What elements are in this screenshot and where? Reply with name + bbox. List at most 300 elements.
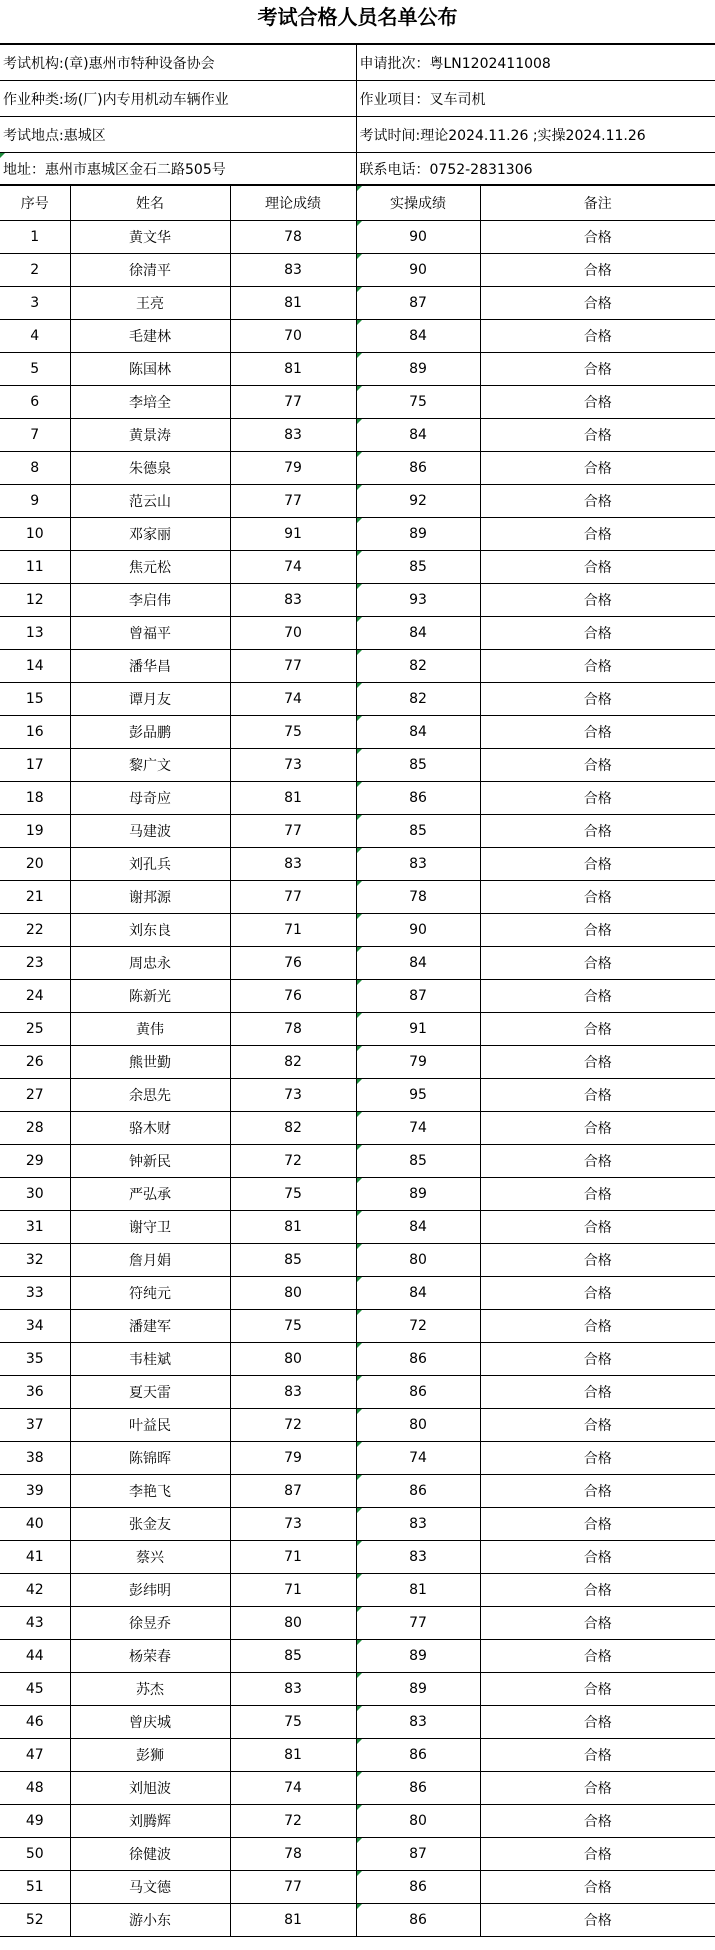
cell-no: 18	[0, 782, 70, 815]
cell-remark: 合格	[480, 1442, 715, 1475]
cell-practice: 86	[356, 1475, 480, 1508]
cell-no: 21	[0, 881, 70, 914]
cell-theory: 74	[230, 1772, 356, 1805]
info-batch: 申请批次：粤LN1202411008	[356, 45, 715, 81]
cell-no: 31	[0, 1211, 70, 1244]
cell-practice: 86	[356, 1871, 480, 1904]
cell-no: 38	[0, 1442, 70, 1475]
table-row	[0, 518, 715, 551]
cell-name: 谢守卫	[70, 1211, 230, 1244]
cell-remark: 合格	[480, 1310, 715, 1343]
cell-name: 苏杰	[70, 1673, 230, 1706]
table-row	[0, 1673, 715, 1706]
cell-theory: 70	[230, 617, 356, 650]
table-row	[0, 1343, 715, 1376]
info-table	[0, 44, 715, 185]
cell-practice: 89	[356, 1673, 480, 1706]
cell-practice: 90	[356, 914, 480, 947]
cell-no: 51	[0, 1871, 70, 1904]
cell-no: 25	[0, 1013, 70, 1046]
cell-theory: 83	[230, 848, 356, 881]
cell-remark: 合格	[480, 881, 715, 914]
cell-no: 29	[0, 1145, 70, 1178]
table-row	[0, 1112, 715, 1145]
table-row	[0, 584, 715, 617]
table-row	[0, 1739, 715, 1772]
table-row	[0, 716, 715, 749]
cell-practice: 90	[356, 254, 480, 287]
cell-remark: 合格	[480, 1409, 715, 1442]
cell-practice: 85	[356, 551, 480, 584]
cell-practice: 78	[356, 881, 480, 914]
cell-no: 19	[0, 815, 70, 848]
cell-name: 刘腾辉	[70, 1805, 230, 1838]
cell-name: 谢邦源	[70, 881, 230, 914]
cell-remark: 合格	[480, 1013, 715, 1046]
cell-practice: 80	[356, 1244, 480, 1277]
table-row	[0, 617, 715, 650]
cell-name: 邓家丽	[70, 518, 230, 551]
table-row	[0, 1376, 715, 1409]
cell-name: 彭狮	[70, 1739, 230, 1772]
cell-remark: 合格	[480, 320, 715, 353]
cell-theory: 80	[230, 1343, 356, 1376]
table-row	[0, 1046, 715, 1079]
cell-no: 10	[0, 518, 70, 551]
cell-theory: 72	[230, 1145, 356, 1178]
cell-remark: 合格	[480, 749, 715, 782]
cell-practice: 86	[356, 1739, 480, 1772]
cell-theory: 91	[230, 518, 356, 551]
info-address: 地址：惠州市惠城区金石二路505号	[0, 153, 356, 185]
cell-name: 叶益民	[70, 1409, 230, 1442]
cell-name: 刘东良	[70, 914, 230, 947]
cell-theory: 83	[230, 1376, 356, 1409]
cell-name: 李启伟	[70, 584, 230, 617]
cell-practice: 72	[356, 1310, 480, 1343]
table-row	[0, 980, 715, 1013]
cell-practice: 85	[356, 1145, 480, 1178]
cell-no: 45	[0, 1673, 70, 1706]
cell-remark: 合格	[480, 584, 715, 617]
cell-theory: 78	[230, 1838, 356, 1871]
cell-no: 30	[0, 1178, 70, 1211]
cell-name: 彭品鹏	[70, 716, 230, 749]
cell-remark: 合格	[480, 1838, 715, 1871]
cell-practice: 89	[356, 518, 480, 551]
cell-theory: 81	[230, 782, 356, 815]
cell-name: 詹月娟	[70, 1244, 230, 1277]
cell-no: 20	[0, 848, 70, 881]
cell-remark: 合格	[480, 1574, 715, 1607]
info-org: 考试机构:(章)惠州市特种设备协会	[0, 45, 356, 81]
cell-name: 黎广文	[70, 749, 230, 782]
cell-remark: 合格	[480, 1475, 715, 1508]
cell-practice: 86	[356, 452, 480, 485]
header-name: 姓名	[70, 186, 230, 221]
cell-name: 游小东	[70, 1904, 230, 1937]
cell-practice: 83	[356, 1706, 480, 1739]
cell-practice: 87	[356, 287, 480, 320]
cell-name: 李艳飞	[70, 1475, 230, 1508]
table-row	[0, 1805, 715, 1838]
cell-practice: 82	[356, 683, 480, 716]
cell-no: 43	[0, 1607, 70, 1640]
cell-remark: 合格	[480, 1079, 715, 1112]
cell-theory: 79	[230, 1442, 356, 1475]
cell-practice: 86	[356, 1343, 480, 1376]
cell-theory: 83	[230, 1673, 356, 1706]
cell-practice: 91	[356, 1013, 480, 1046]
table-row	[0, 1277, 715, 1310]
cell-remark: 合格	[480, 1508, 715, 1541]
cell-practice: 89	[356, 353, 480, 386]
cell-remark: 合格	[480, 1871, 715, 1904]
cell-no: 12	[0, 584, 70, 617]
cell-name: 陈锦晖	[70, 1442, 230, 1475]
cell-theory: 77	[230, 1871, 356, 1904]
table-row	[0, 1442, 715, 1475]
table-row	[0, 1508, 715, 1541]
cell-remark: 合格	[480, 650, 715, 683]
cell-name: 潘建军	[70, 1310, 230, 1343]
cell-theory: 77	[230, 650, 356, 683]
header-theory: 理论成绩	[230, 186, 356, 221]
cell-theory: 71	[230, 1541, 356, 1574]
cell-remark: 合格	[480, 1178, 715, 1211]
cell-name: 曾福平	[70, 617, 230, 650]
cell-no: 40	[0, 1508, 70, 1541]
cell-remark: 合格	[480, 1277, 715, 1310]
cell-remark: 合格	[480, 1145, 715, 1178]
cell-remark: 合格	[480, 1673, 715, 1706]
cell-theory: 70	[230, 320, 356, 353]
table-row	[0, 650, 715, 683]
cell-remark: 合格	[480, 980, 715, 1013]
cell-no: 6	[0, 386, 70, 419]
cell-practice: 86	[356, 1772, 480, 1805]
cell-remark: 合格	[480, 1904, 715, 1937]
cell-name: 周忠永	[70, 947, 230, 980]
cell-remark: 合格	[480, 1739, 715, 1772]
cell-no: 4	[0, 320, 70, 353]
cell-practice: 89	[356, 1640, 480, 1673]
cell-theory: 80	[230, 1607, 356, 1640]
cell-practice: 84	[356, 1277, 480, 1310]
cell-no: 16	[0, 716, 70, 749]
cell-theory: 74	[230, 683, 356, 716]
cell-theory: 83	[230, 419, 356, 452]
cell-remark: 合格	[480, 452, 715, 485]
cell-name: 李培全	[70, 386, 230, 419]
cell-no: 36	[0, 1376, 70, 1409]
table-row	[0, 452, 715, 485]
cell-remark: 合格	[480, 1640, 715, 1673]
cell-name: 杨荣春	[70, 1640, 230, 1673]
cell-remark: 合格	[480, 683, 715, 716]
cell-practice: 92	[356, 485, 480, 518]
table-row	[0, 1475, 715, 1508]
cell-name: 夏天雷	[70, 1376, 230, 1409]
cell-no: 2	[0, 254, 70, 287]
cell-practice: 77	[356, 1607, 480, 1640]
cell-no: 39	[0, 1475, 70, 1508]
cell-name: 马文德	[70, 1871, 230, 1904]
table-row	[0, 848, 715, 881]
cell-name: 刘孔兵	[70, 848, 230, 881]
cell-name: 潘华昌	[70, 650, 230, 683]
cell-remark: 合格	[480, 1112, 715, 1145]
cell-name: 谭月友	[70, 683, 230, 716]
cell-theory: 85	[230, 1640, 356, 1673]
cell-no: 52	[0, 1904, 70, 1937]
cell-remark: 合格	[480, 1706, 715, 1739]
info-item: 作业项目：叉车司机	[356, 81, 715, 117]
cell-remark: 合格	[480, 617, 715, 650]
cell-theory: 85	[230, 1244, 356, 1277]
cell-name: 余思先	[70, 1079, 230, 1112]
cell-name: 严弘承	[70, 1178, 230, 1211]
cell-remark: 合格	[480, 848, 715, 881]
cell-name: 符纯元	[70, 1277, 230, 1310]
table-row	[0, 1838, 715, 1871]
cell-name: 刘旭波	[70, 1772, 230, 1805]
cell-practice: 86	[356, 1376, 480, 1409]
cell-theory: 77	[230, 485, 356, 518]
cell-practice: 87	[356, 1838, 480, 1871]
cell-practice: 84	[356, 947, 480, 980]
cell-practice: 89	[356, 1178, 480, 1211]
cell-remark: 合格	[480, 419, 715, 452]
cell-practice: 81	[356, 1574, 480, 1607]
cell-theory: 81	[230, 1739, 356, 1772]
cell-remark: 合格	[480, 815, 715, 848]
cell-theory: 75	[230, 1310, 356, 1343]
cell-practice: 74	[356, 1112, 480, 1145]
table-row	[0, 1145, 715, 1178]
cell-practice: 83	[356, 848, 480, 881]
table-row	[0, 419, 715, 452]
cell-name: 马建波	[70, 815, 230, 848]
cell-practice: 93	[356, 584, 480, 617]
cell-name: 范云山	[70, 485, 230, 518]
cell-theory: 73	[230, 1079, 356, 1112]
table-row	[0, 353, 715, 386]
cell-remark: 合格	[480, 1343, 715, 1376]
cell-name: 徐昱乔	[70, 1607, 230, 1640]
cell-no: 41	[0, 1541, 70, 1574]
cell-remark: 合格	[480, 716, 715, 749]
cell-name: 张金友	[70, 1508, 230, 1541]
cell-no: 13	[0, 617, 70, 650]
cell-theory: 74	[230, 551, 356, 584]
table-row	[0, 1772, 715, 1805]
cell-no: 1	[0, 221, 70, 254]
table-row	[0, 1013, 715, 1046]
table-row	[0, 1574, 715, 1607]
cell-theory: 78	[230, 221, 356, 254]
info-category: 作业种类:场(厂)内专用机动车辆作业	[0, 81, 356, 117]
table-row	[0, 1706, 715, 1739]
table-row	[0, 1904, 715, 1937]
cell-theory: 81	[230, 287, 356, 320]
cell-name: 彭纬明	[70, 1574, 230, 1607]
cell-theory: 87	[230, 1475, 356, 1508]
cell-theory: 83	[230, 254, 356, 287]
cell-no: 37	[0, 1409, 70, 1442]
cell-name: 蔡兴	[70, 1541, 230, 1574]
header-remark: 备注	[480, 186, 715, 221]
cell-practice: 85	[356, 815, 480, 848]
cell-remark: 合格	[480, 518, 715, 551]
cell-practice: 83	[356, 1541, 480, 1574]
table-row	[0, 1211, 715, 1244]
cell-no: 5	[0, 353, 70, 386]
cell-practice: 85	[356, 749, 480, 782]
cell-theory: 71	[230, 914, 356, 947]
cell-theory: 81	[230, 1904, 356, 1937]
cell-no: 22	[0, 914, 70, 947]
cell-practice: 87	[356, 980, 480, 1013]
cell-no: 27	[0, 1079, 70, 1112]
cell-name: 黄伟	[70, 1013, 230, 1046]
table-row	[0, 914, 715, 947]
cell-no: 47	[0, 1739, 70, 1772]
table-row	[0, 1178, 715, 1211]
page-title: 考试合格人员名单公布	[0, 0, 715, 44]
table-row	[0, 254, 715, 287]
cell-remark: 合格	[480, 1211, 715, 1244]
cell-name: 焦元松	[70, 551, 230, 584]
cell-theory: 78	[230, 1013, 356, 1046]
cell-practice: 83	[356, 1508, 480, 1541]
cell-practice: 80	[356, 1805, 480, 1838]
results-table	[0, 185, 715, 1937]
cell-name: 骆木财	[70, 1112, 230, 1145]
table-row	[0, 1607, 715, 1640]
cell-no: 34	[0, 1310, 70, 1343]
cell-name: 朱德泉	[70, 452, 230, 485]
cell-no: 23	[0, 947, 70, 980]
cell-practice: 84	[356, 716, 480, 749]
table-row	[0, 287, 715, 320]
cell-name: 陈国林	[70, 353, 230, 386]
table-row	[0, 1409, 715, 1442]
table-row	[0, 1871, 715, 1904]
cell-theory: 81	[230, 1211, 356, 1244]
cell-practice: 80	[356, 1409, 480, 1442]
cell-no: 11	[0, 551, 70, 584]
table-body	[0, 221, 715, 1937]
cell-remark: 合格	[480, 1772, 715, 1805]
cell-practice: 84	[356, 419, 480, 452]
cell-remark: 合格	[480, 1376, 715, 1409]
header-no: 序号	[0, 186, 70, 221]
table-header-row	[0, 186, 715, 221]
cell-theory: 81	[230, 353, 356, 386]
cell-name: 王亮	[70, 287, 230, 320]
table-row	[0, 947, 715, 980]
cell-remark: 合格	[480, 254, 715, 287]
cell-theory: 76	[230, 947, 356, 980]
cell-theory: 72	[230, 1805, 356, 1838]
cell-no: 35	[0, 1343, 70, 1376]
cell-practice: 86	[356, 1904, 480, 1937]
cell-name: 钟新民	[70, 1145, 230, 1178]
cell-no: 33	[0, 1277, 70, 1310]
cell-no: 3	[0, 287, 70, 320]
cell-no: 50	[0, 1838, 70, 1871]
table-row	[0, 815, 715, 848]
cell-no: 7	[0, 419, 70, 452]
cell-theory: 77	[230, 815, 356, 848]
cell-theory: 79	[230, 452, 356, 485]
cell-theory: 82	[230, 1112, 356, 1145]
cell-no: 8	[0, 452, 70, 485]
info-location: 考试地点:惠城区	[0, 117, 356, 153]
cell-practice: 84	[356, 320, 480, 353]
cell-remark: 合格	[480, 485, 715, 518]
table-row	[0, 1541, 715, 1574]
cell-remark: 合格	[480, 221, 715, 254]
table-row	[0, 221, 715, 254]
table-row	[0, 320, 715, 353]
cell-remark: 合格	[480, 947, 715, 980]
cell-theory: 77	[230, 386, 356, 419]
table-row	[0, 1079, 715, 1112]
cell-remark: 合格	[480, 1805, 715, 1838]
info-phone: 联系电话：0752-2831306	[356, 153, 715, 185]
table-row	[0, 551, 715, 584]
cell-no: 24	[0, 980, 70, 1013]
cell-theory: 73	[230, 1508, 356, 1541]
cell-theory: 82	[230, 1046, 356, 1079]
cell-name: 黄文华	[70, 221, 230, 254]
cell-remark: 合格	[480, 1046, 715, 1079]
cell-practice: 79	[356, 1046, 480, 1079]
cell-name: 毛建林	[70, 320, 230, 353]
table-row	[0, 683, 715, 716]
cell-no: 15	[0, 683, 70, 716]
table-row	[0, 485, 715, 518]
cell-name: 曾庆城	[70, 1706, 230, 1739]
cell-name: 韦桂斌	[70, 1343, 230, 1376]
info-time: 考试时间:理论2024.11.26 ;实操2024.11.26	[356, 117, 715, 153]
cell-remark: 合格	[480, 1607, 715, 1640]
cell-no: 14	[0, 650, 70, 683]
cell-remark: 合格	[480, 287, 715, 320]
cell-practice: 84	[356, 1211, 480, 1244]
cell-practice: 86	[356, 782, 480, 815]
cell-name: 黄景涛	[70, 419, 230, 452]
cell-no: 44	[0, 1640, 70, 1673]
cell-practice: 95	[356, 1079, 480, 1112]
cell-remark: 合格	[480, 551, 715, 584]
cell-theory: 75	[230, 1706, 356, 1739]
cell-remark: 合格	[480, 782, 715, 815]
cell-theory: 76	[230, 980, 356, 1013]
table-row	[0, 1640, 715, 1673]
cell-theory: 80	[230, 1277, 356, 1310]
table-row	[0, 749, 715, 782]
cell-practice: 90	[356, 221, 480, 254]
cell-no: 28	[0, 1112, 70, 1145]
cell-name: 徐清平	[70, 254, 230, 287]
cell-name: 陈新光	[70, 980, 230, 1013]
header-practice: 实操成绩	[356, 186, 480, 221]
cell-no: 17	[0, 749, 70, 782]
table-row	[0, 782, 715, 815]
